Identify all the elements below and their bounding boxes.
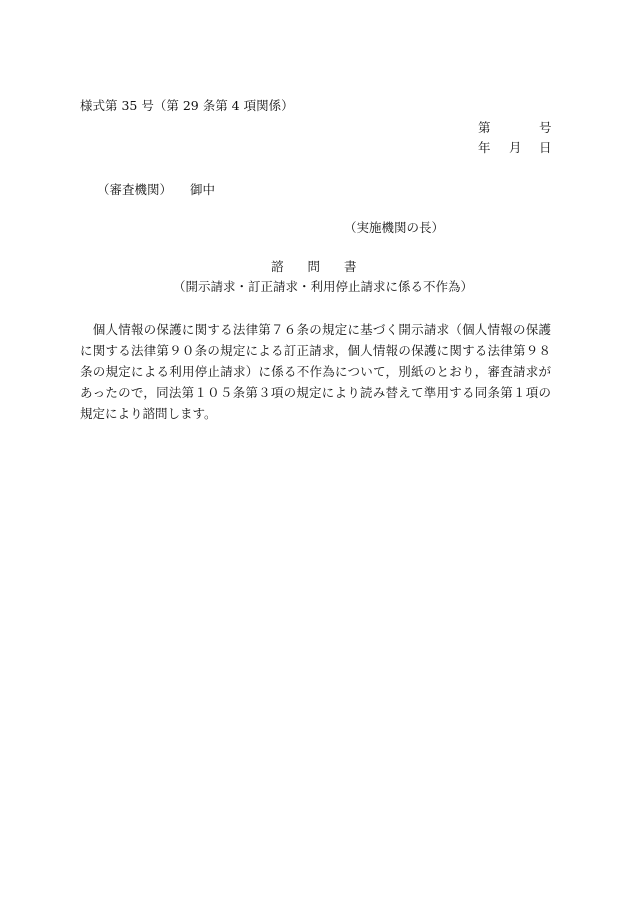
body-paragraph: 個人情報の保護に関する法律第７６条の規定に基づく開示請求（個人情報の保護に関する法律第９０条の規定による訂正請求，個人情報の保護に関する法律第９８条の規定による利用停止請求）に係る不作為について，別紙のとおり，審査請求があったので，同法第１０５条第３項の規定により読み替えて準用する同条第１項の規定により諮問します。: [80, 322, 551, 421]
sender: （実施機関の長）: [344, 220, 445, 235]
number-suffix: 号: [539, 120, 552, 135]
title-char-2: 問: [307, 259, 321, 274]
title-char-1: 諮: [271, 259, 284, 274]
date-month: 月: [509, 140, 522, 155]
date-day: 日: [539, 140, 552, 155]
number-prefix: 第: [478, 120, 491, 135]
form-number: 様式第 35 号（第 29 条第 4 項関係）: [80, 98, 294, 113]
addressee-honorific: 御中: [190, 182, 216, 197]
addressee-name: （審査機関）: [97, 182, 173, 197]
document-subtitle: （開示請求・訂正請求・利用停止請求に係る不作為）: [173, 279, 474, 294]
document-title: [271, 257, 357, 275]
title-char-3: 書: [344, 259, 357, 274]
addressee: [97, 180, 215, 198]
date-year: 年: [478, 140, 491, 155]
